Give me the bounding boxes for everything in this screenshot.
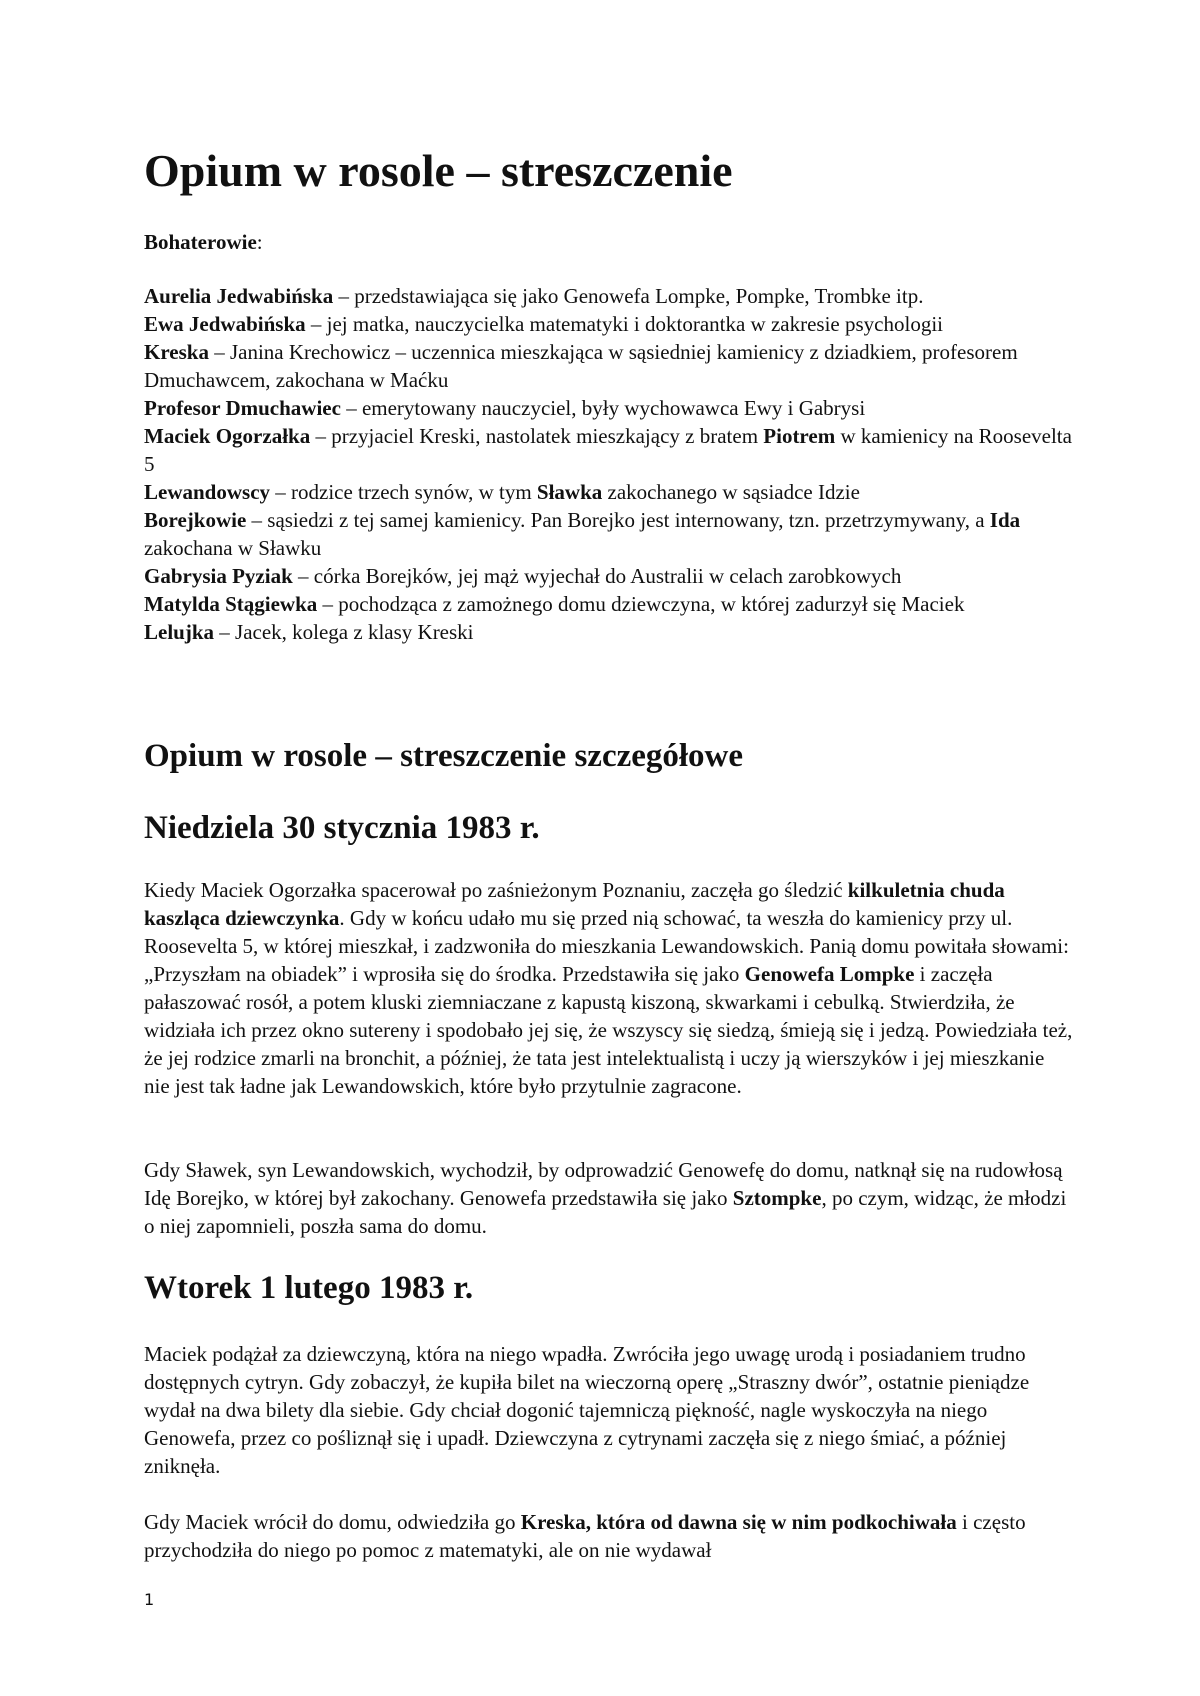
character-item: Lewandowscy – rodzice trzech synów, w tym Sławka zakochanego w sąsiadce Idzie <box>144 480 860 504</box>
document-title: Opium w rosole – streszczenie <box>144 145 733 196</box>
character-item: Borejkowie – sąsiedzi z tej samej kamienicy. Pan Borejko jest internowany, tzn. przetrzymywany, a Ida zakochana w Sławku <box>144 508 1021 560</box>
character-item: Aurelia Jedwabińska – przedstawiająca się jako Genowefa Lompke, Pompke, Trombke itp. <box>144 284 924 308</box>
character-item: Profesor Dmuchawiec – emerytowany nauczyciel, były wychowawca Ewy i Gabrysi <box>144 396 866 420</box>
character-item: Lelujka – Jacek, kolega z klasy Kreski <box>144 620 474 644</box>
paragraph: Gdy Sławek, syn Lewandowskich, wychodził, by odprowadzić Genowefę do domu, natknął się na rudowłosą Idę Borejko, w której był zakochany. Genowefa przedstawiła się jako Sztompke, po czym, widząc, że młodzi o niej zapomnieli, poszła sama do domu. <box>144 1158 1067 1238</box>
page-number: 1 <box>144 1590 155 1609</box>
heroes-label-line: Bohaterowie: <box>144 230 263 254</box>
character-item: Maciek Ogorzałka – przyjaciel Kreski, nastolatek mieszkający z bratem Piotrem w kamienicy na Roosevelta 5 <box>144 424 1072 476</box>
paragraph: Gdy Maciek wrócił do domu, odwiedziła go Kreska, która od dawna się w nim podkochiwała i często przychodziła do niego po pomoc z matematyki, ale on nie wydawał <box>144 1510 1026 1562</box>
paragraph: Kiedy Maciek Ogorzałka spacerował po zaśnieżonym Poznaniu, zaczęła go śledzić kilkuletnia chuda kaszląca dziewczynka. Gdy w końcu udało mu się przed nią schować, ta weszła do kamienicy przy ul. Roosevelta 5, w której mieszkał, i zadzwoniła do mieszkania Lewandowskich. Panią domu powitała słowami: „Przyszłam na obiadek” i wprosiła się do środka. Przedstawiła się jako Genowefa Lompke i zaczęła pałaszować rosół, a potem kluski ziemniaczane z kapustą kiszoną, skwarkami i cebulką. Stwierdziła, że widziała ich przez okno sutereny i spodobało jej się, że wszyscy się siedzą, śmieją się i jedzą. Powiedziała też, że jej rodzice zmarli na bronchit, a później, że tata jest intelektualistą i uczy ją wierszyków i jej mieszkanie nie jest tak ładne jak Lewandowskich, które było przytulnie zagracone. <box>144 878 1073 1098</box>
day-heading: Niedziela 30 stycznia 1983 r. <box>144 810 540 846</box>
heroes-label: Bohaterowie <box>144 230 257 254</box>
character-item: Kreska – Janina Krechowicz – uczennica mieszkająca w sąsiedniej kamienicy z dziadkiem, profesorem Dmuchawcem, zakochana w Maćku <box>144 340 1018 392</box>
paragraph: Maciek podążał za dziewczyną, która na niego wpadła. Zwróciła jego uwagę urodą i posiadaniem trudno dostępnych cytryn. Gdy zobaczył, że kupiła bilet na wieczorną operę „Straszny dwór”, ostatnie pieniądze wydał na dwa bilety dla siebie. Gdy chciał dogonić tajemniczą piękność, nagle wyskoczyła na niego Genowefa, przez co pośliznął się i upadł. Dziewczyna z cytrynami zaczęła się z niego śmiać, a później zniknęła. <box>144 1342 1030 1478</box>
character-item: Matylda Stągiewka – pochodząca z zamożnego domu dziewczyna, w której zadurzył się Maciek <box>144 592 965 616</box>
day-heading: Wtorek 1 lutego 1983 r. <box>144 1270 474 1306</box>
character-item: Ewa Jedwabińska – jej matka, nauczycielka matematyki i doktorantka w zakresie psychologii <box>144 312 944 336</box>
character-item: Gabrysia Pyziak – córka Borejków, jej mąż wyjechał do Australii w celach zarobkowych <box>144 564 902 588</box>
character-list <box>144 282 1074 646</box>
section-heading-detailed: Opium w rosole – streszczenie szczegółowe <box>144 738 744 774</box>
